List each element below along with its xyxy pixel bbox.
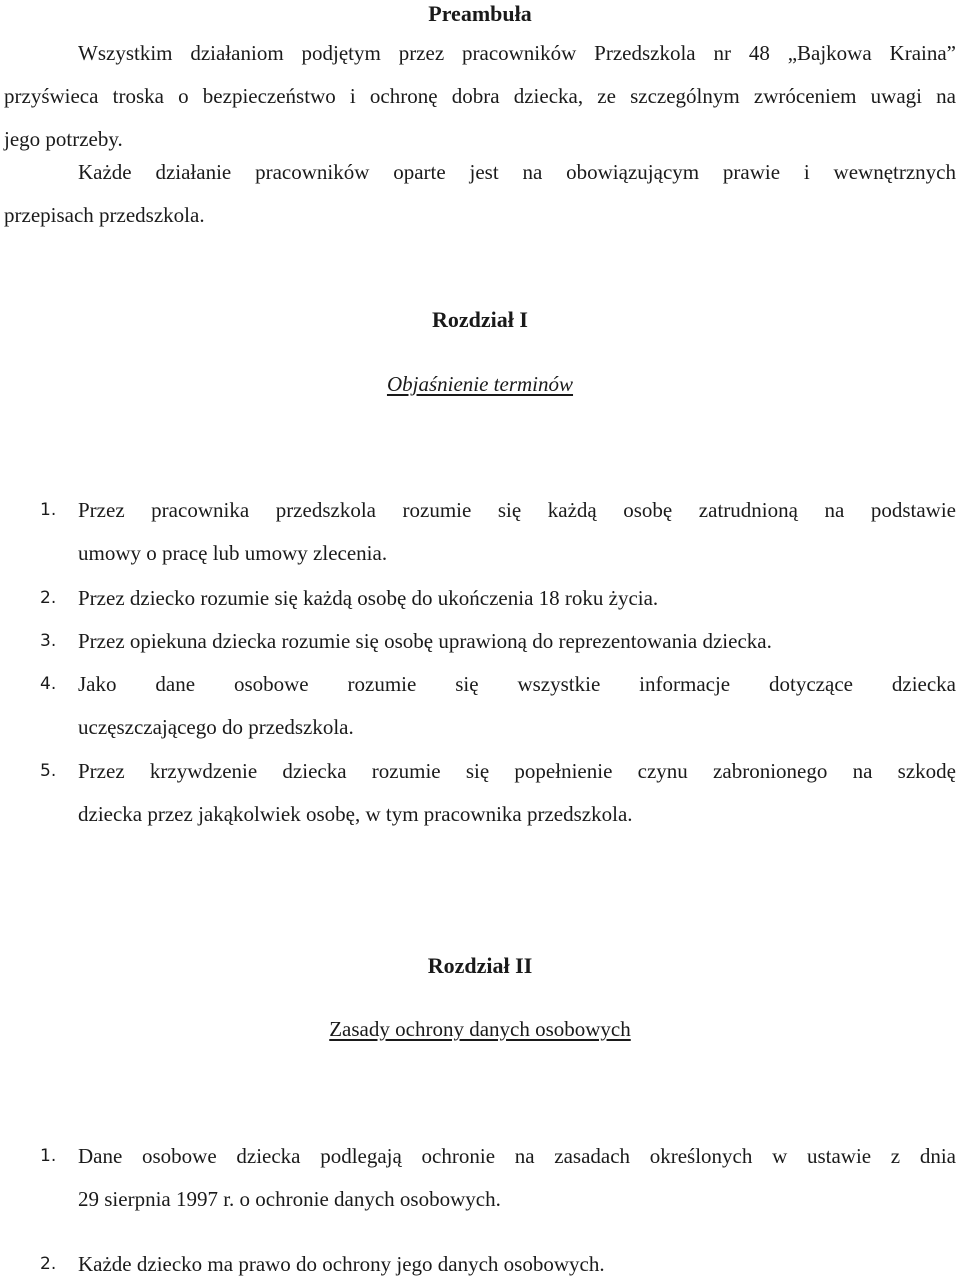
chapter-1-item-3-number: 3. [40,631,57,651]
preamble-paragraph-2 [78,151,956,194]
chapter-1-title: Rozdział I [432,307,528,332]
chapter-1-item-2-number: 2. [40,588,57,608]
chapter-1-item-2-line-1: Przez dziecko rozumie się każdą osobę do ukończenia 18 roku życia. [78,586,659,610]
chapter-1-subtitle-text: Objaśnienie terminów [386,372,574,396]
preamble-p2-line-2: przepisach przedszkola. [4,203,205,227]
chapter-1-item-5-number: 5. [40,761,57,781]
chapter-2-item-2-line-1: Każde dziecko ma prawo do ochrony jego danych osobowych. [78,1252,605,1276]
preamble-p1-line-2: przyświeca troska o bezpieczeństwo i ochronę dobra dziecka, ze szczególnym zwróceniem uwagi na [4,84,956,108]
preamble-p2-line-1: Każde działanie pracowników oparte jest na obowiązującym prawie i wewnętrznych [78,160,956,184]
preamble-p1-line-3: jego potrzeby. [4,127,123,151]
chapter-2-item-1-number: 1. [40,1146,57,1166]
preamble-paragraph-2-cont [4,194,956,237]
chapter-1-item-4-line-1: Jako dane osobowe rozumie się wszystkie informacje dotyczące dziecka [78,672,956,696]
chapter-1-item-3 [78,620,956,663]
chapter-2-subtitle-text: Zasady ochrony danych osobowych [329,1017,631,1041]
chapter-1-subtitle [0,370,960,398]
chapter-1-item-1-number: 1. [40,500,57,520]
chapter-1-item-1-line-2: umowy o pracę lub umowy zlecenia. [78,541,388,565]
chapter-1-item-4-line-2: uczęszczającego do przedszkola. [78,715,354,739]
chapter-1-item-5 [78,750,956,836]
preamble-paragraph-1 [78,32,956,75]
chapter-2-subtitle [0,1015,960,1043]
chapter-2-item-1-line-1: Dane osobowe dziecka podlegają ochronie na zasadach określonych w ustawie z dnia [78,1144,956,1168]
chapter-1-item-3-line-1: Przez opiekuna dziecka rozumie się osobę uprawioną do reprezentowania dziecka. [78,629,772,653]
chapter-1-item-5-line-2: dziecka przez jakąkolwiek osobę, w tym pracownika przedszkola. [78,802,633,826]
chapter-1-item-4 [78,663,956,749]
chapter-2-item-2 [78,1243,956,1286]
chapter-1-item-2 [78,577,956,620]
preamble-title: Preambuła [428,1,532,26]
chapter-2-item-1-line-2: 29 sierpnia 1997 r. o ochronie danych osobowych. [78,1187,501,1211]
chapter-2-item-2-number: 2. [40,1254,57,1274]
preamble-p1-line-1: Wszystkim działaniom podjętym przez pracowników Przedszkola nr 48 „Bajkowa Kraina” [78,41,956,65]
chapter-1-item-1-line-1: Przez pracownika przedszkola rozumie się każdą osobę zatrudnioną na podstawie [78,498,956,522]
chapter-2-title: Rozdział II [427,953,533,978]
chapter-1-item-4-number: 4. [40,674,57,694]
chapter-2-item-1 [78,1135,956,1221]
chapter-1-item-5-line-1: Przez krzywdzenie dziecka rozumie się popełnienie czynu zabronionego na szkodę [78,759,956,783]
chapter-1-item-1 [78,489,956,575]
preamble-paragraph-1-cont [4,75,956,161]
